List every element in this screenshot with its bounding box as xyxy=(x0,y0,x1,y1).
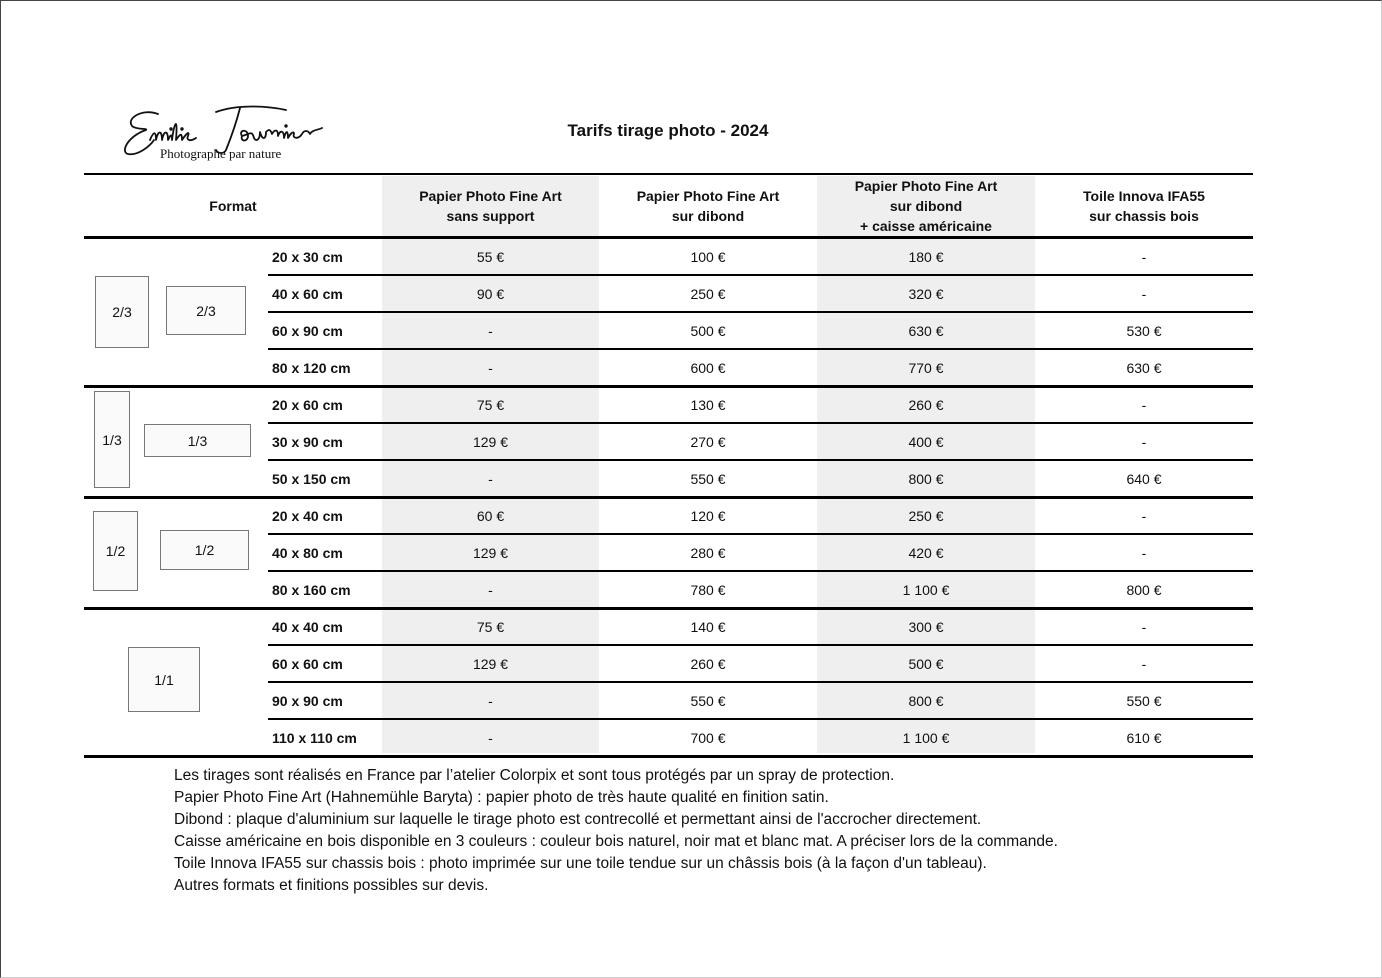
price-cell: 1 100 € xyxy=(902,729,950,746)
price-cell: - xyxy=(488,322,493,339)
price-cell: 770 € xyxy=(908,359,944,376)
format-size: 60 x 60 cm xyxy=(272,655,343,672)
price-cell: - xyxy=(488,692,493,709)
price-cell: - xyxy=(1141,655,1147,672)
price-cell: 129 € xyxy=(472,544,509,561)
price-cell: - xyxy=(1141,618,1147,635)
price-cell: 600 € xyxy=(690,359,726,376)
brand-tagline: Photographe par nature xyxy=(160,146,282,161)
header-format-label: Format xyxy=(209,198,257,214)
header-col-line: Toile Innova IFA55 xyxy=(1083,188,1205,204)
note-line: Caisse américaine en bois disponible en 3 couleurs : couleur bois naturel, noir mat et blanc mat. A préciser lors de la commande. xyxy=(174,833,1058,850)
ratio-label: 1/2 xyxy=(105,543,126,559)
header-col-4 xyxy=(1035,176,1253,236)
ratio-label: 1/1 xyxy=(154,671,174,688)
price-cell: 250 € xyxy=(690,285,726,302)
price-cell: 75 € xyxy=(476,618,505,635)
price-cell: 320 € xyxy=(908,285,944,302)
price-cell: 610 € xyxy=(1126,729,1162,746)
format-size: 60 x 90 cm xyxy=(272,322,343,339)
price-cell: 180 € xyxy=(908,248,944,265)
format-size: 80 x 120 cm xyxy=(272,359,351,376)
price-cell: 550 € xyxy=(690,692,726,709)
price-cell: 270 € xyxy=(690,433,726,450)
table-top-rule xyxy=(84,173,1253,175)
format-size: 30 x 90 cm xyxy=(272,433,343,450)
format-size: 20 x 30 cm xyxy=(272,248,343,265)
format-size: 90 x 90 cm xyxy=(272,692,343,709)
header-col-3 xyxy=(817,176,1035,236)
ratio-box-portrait xyxy=(95,276,149,348)
price-cell: 800 € xyxy=(908,692,944,709)
price-cell: 640 € xyxy=(1126,470,1162,487)
price-cell: 90 € xyxy=(476,285,505,302)
price-cell: 300 € xyxy=(908,618,944,635)
price-cell: - xyxy=(1141,248,1147,265)
page-title: Tarifs tirage photo - 2024 xyxy=(567,121,769,140)
ratio-box-landscape xyxy=(166,286,246,335)
price-cell: 500 € xyxy=(690,322,726,339)
note-line: Papier Photo Fine Art (Hahnemühle Baryta) : papier photo de très haute qualité en finition satin. xyxy=(174,789,829,806)
price-cell: - xyxy=(1141,285,1147,302)
group-divider-rule xyxy=(84,755,1253,758)
format-size: 20 x 40 cm xyxy=(272,507,343,524)
ratio-box-portrait xyxy=(93,511,138,591)
format-size: 40 x 60 cm xyxy=(272,285,343,302)
price-cell: 129 € xyxy=(472,433,509,450)
ratio-box-square xyxy=(128,647,200,712)
header-col-1 xyxy=(382,176,599,236)
header-col-line: sur dibond xyxy=(889,198,963,214)
price-cell: - xyxy=(488,359,493,376)
ratio-box-landscape xyxy=(144,424,251,457)
price-cell: - xyxy=(488,581,493,598)
format-size: 20 x 60 cm xyxy=(272,396,343,413)
price-cell: 129 € xyxy=(472,655,509,672)
header-col-line: sans support xyxy=(446,208,535,224)
header-col-line: sur dibond xyxy=(671,208,745,224)
price-cell: - xyxy=(1141,396,1147,413)
price-cell: - xyxy=(488,470,493,487)
header-col-line: sur chassis bois xyxy=(1089,208,1199,224)
format-size: 40 x 80 cm xyxy=(272,544,343,561)
header-col-line: Papier Photo Fine Art xyxy=(419,188,562,204)
price-cell: 260 € xyxy=(908,396,944,413)
price-cell: 1 100 € xyxy=(902,581,950,598)
format-size: 110 x 110 cm xyxy=(272,729,357,746)
ratio-label: 1/3 xyxy=(102,431,122,448)
price-cell: - xyxy=(1141,507,1147,524)
price-cell: 130 € xyxy=(690,396,726,413)
price-cell: 120 € xyxy=(690,507,726,524)
header-col-line: Papier Photo Fine Art xyxy=(636,188,780,204)
price-cell: 630 € xyxy=(1126,359,1162,376)
price-cell: 700 € xyxy=(690,729,726,746)
price-cell: 60 € xyxy=(476,507,505,524)
price-cell: 630 € xyxy=(908,322,944,339)
price-cell: 75 € xyxy=(476,396,505,413)
price-cell: 400 € xyxy=(908,433,944,450)
format-size: 40 x 40 cm xyxy=(272,618,343,635)
price-cell: - xyxy=(488,729,493,746)
price-cell: 100 € xyxy=(690,248,726,265)
price-cell: 260 € xyxy=(690,655,726,672)
price-cell: 420 € xyxy=(908,544,944,561)
price-cell: 530 € xyxy=(1126,322,1162,339)
price-cell: 800 € xyxy=(1126,581,1162,598)
price-cell: 280 € xyxy=(690,544,726,561)
ratio-label: 2/3 xyxy=(112,304,132,320)
header-col-line: Papier Photo Fine Art xyxy=(854,178,998,194)
price-cell: 550 € xyxy=(1126,692,1162,709)
price-cell: 140 € xyxy=(690,618,726,635)
header-col-line: + caisse américaine xyxy=(860,218,992,234)
price-cell: 250 € xyxy=(908,507,944,524)
note-line: Dibond : plaque d'aluminium sur laquelle le tirage photo est contrecollé et permettant ainsi de l'accrocher directement. xyxy=(174,811,982,828)
price-cell: 800 € xyxy=(908,470,944,487)
price-cell: 55 € xyxy=(476,248,505,265)
note-line: Toile Innova IFA55 sur chassis bois : photo imprimée sur une toile tendue sur un châssis bois (à la façon d'un tableau). xyxy=(174,855,987,872)
price-cell: - xyxy=(1141,544,1147,561)
ratio-box-portrait xyxy=(94,391,130,488)
header-col-2 xyxy=(599,176,817,236)
note-line: Autres formats et finitions possibles sur devis. xyxy=(174,877,489,894)
price-cell: 500 € xyxy=(908,655,944,672)
header-format xyxy=(84,176,382,236)
price-cell: 780 € xyxy=(690,581,726,598)
note-line: Les tirages sont réalisés en France par l’atelier Colorpix et sont tous protégés par un spray de protection. xyxy=(174,767,895,784)
ratio-label: 1/2 xyxy=(194,542,215,558)
ratio-box-landscape xyxy=(160,530,249,570)
format-size: 80 x 160 cm xyxy=(272,581,351,598)
ratio-label: 1/3 xyxy=(187,432,208,449)
notes-block xyxy=(174,765,1058,897)
ratio-label: 2/3 xyxy=(196,302,216,319)
price-cell: - xyxy=(1141,433,1147,450)
price-cell: 550 € xyxy=(690,470,726,487)
format-size: 50 x 150 cm xyxy=(272,470,351,487)
